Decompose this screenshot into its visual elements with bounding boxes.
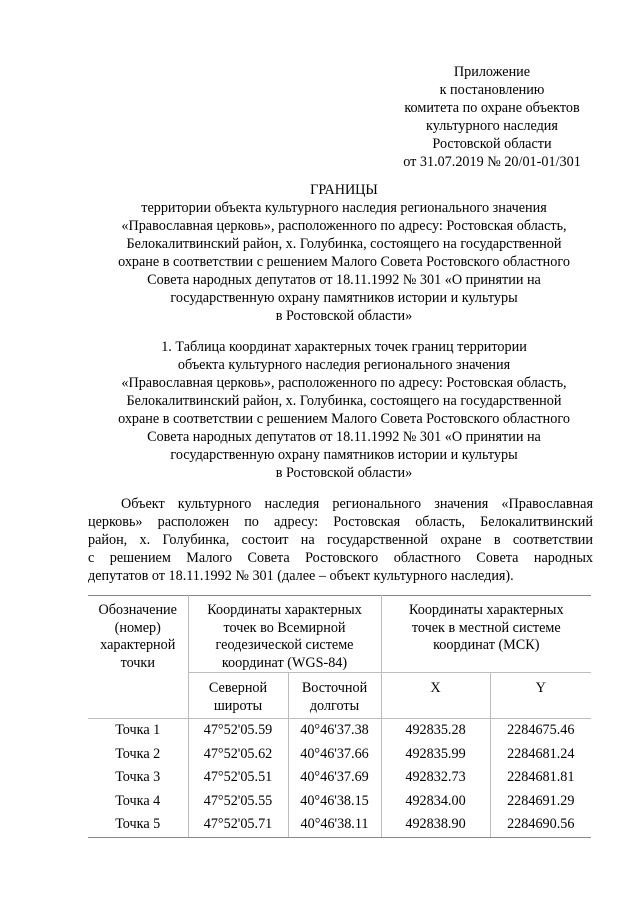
east-longitude: 40°46'38.15 — [288, 790, 381, 814]
title-line: «Православная церковь», расположенного по адресу: Ростовская область, — [121, 218, 567, 234]
coord-y: 2284675.46 — [490, 719, 591, 743]
north-latitude: 47°52'05.62 — [188, 743, 288, 767]
title-heading: ГРАНИЦЫ — [310, 182, 378, 198]
coord-x: 492834.00 — [381, 790, 490, 814]
caption-line: 1. Таблица координат характерных точек границ территории — [161, 339, 527, 355]
paragraph-line: депутатов от 18.11.1992 № 301 (далее – объект культурного наследия). — [88, 568, 514, 584]
caption-line: Белокалитвинский район, х. Голубинка, состоящего на государственной — [126, 393, 562, 409]
header-y: Y — [490, 673, 591, 719]
coord-x: 492838.90 — [381, 813, 490, 837]
coordinates-table — [88, 595, 591, 838]
table-row — [88, 766, 591, 790]
title-line: территории объекта культурного наследия регионального значения — [141, 200, 547, 216]
body-paragraph — [88, 495, 593, 585]
appendix-line: Приложение — [453, 64, 531, 80]
table-header-row — [88, 596, 591, 673]
paragraph-line: район, х. Голубинка, состоит на государственной охране в соответствии — [88, 532, 593, 548]
caption-line: в Ростовской области» — [275, 465, 413, 481]
header-x: X — [381, 673, 490, 719]
title-line: охране в соответствии с решением Малого Совета Ростовского областного — [118, 254, 570, 270]
coord-x: 492835.28 — [381, 719, 490, 743]
paragraph-line: Объект культурного наследия регионального значения «Православная — [121, 496, 593, 512]
appendix-line: к постановлению — [439, 82, 545, 98]
paragraph-line: церковь» расположен по адресу: Ростовская область, Белокалитвинский — [88, 514, 593, 530]
point-name: Точка 1 — [88, 719, 188, 743]
north-latitude: 47°52'05.59 — [188, 719, 288, 743]
title-line: Белокалитвинский район, х. Голубинка, состоящего на государственной — [126, 236, 562, 252]
east-longitude: 40°46'37.69 — [288, 766, 381, 790]
point-name: Точка 3 — [88, 766, 188, 790]
caption-line: «Православная церковь», расположенного по адресу: Ростовская область, — [121, 375, 567, 391]
east-longitude: 40°46'37.38 — [288, 719, 381, 743]
coord-y: 2284691.29 — [490, 790, 591, 814]
title-line: Совета народных депутатов от 18.11.1992 № 301 «О принятии на — [147, 272, 541, 288]
coord-y: 2284690.56 — [490, 813, 591, 837]
point-name: Точка 5 — [88, 813, 188, 837]
caption-line: объекта культурного наследия регионального значения — [177, 357, 511, 373]
header-msk-group: Координаты характерных точек в местной системе координат (МСК) — [381, 596, 591, 673]
title-line: государственную охрану памятников истории и культуры — [170, 290, 518, 306]
table-row — [88, 790, 591, 814]
header-east: Восточной долготы — [288, 673, 381, 719]
point-name: Точка 4 — [88, 790, 188, 814]
table-caption — [60, 338, 628, 482]
appendix-line: от 31.07.2019 № 20/01-01/301 — [403, 154, 581, 170]
north-latitude: 47°52'05.71 — [188, 813, 288, 837]
point-name: Точка 2 — [88, 743, 188, 767]
coord-x: 492832.73 — [381, 766, 490, 790]
coord-x: 492835.99 — [381, 743, 490, 767]
appendix-line: культурного наследия — [426, 118, 558, 134]
table-row — [88, 743, 591, 767]
caption-line: Совета народных депутатов от 18.11.1992 № 301 «О принятии на — [147, 429, 541, 445]
appendix-block — [380, 63, 604, 171]
caption-line: охране в соответствии с решением Малого Совета Ростовского областного — [118, 411, 570, 427]
north-latitude: 47°52'05.51 — [188, 766, 288, 790]
header-wgs-group: Координаты характерных точек во Всемирной геодезической системе координат (WGS-84) — [188, 596, 381, 673]
coord-y: 2284681.24 — [490, 743, 591, 767]
header-designation: Обозначение (номер) характерной точки — [88, 596, 188, 719]
document-title — [60, 181, 628, 325]
header-north: Северной широты — [188, 673, 288, 719]
east-longitude: 40°46'38.11 — [288, 813, 381, 837]
title-line: в Ростовской области» — [275, 308, 413, 324]
east-longitude: 40°46'37.66 — [288, 743, 381, 767]
caption-line: государственную охрану памятников истории и культуры — [170, 447, 518, 463]
table-row — [88, 719, 591, 743]
paragraph-line: с решением Малого Совета Ростовского областного Совета народных — [88, 550, 593, 566]
appendix-line: Ростовской области — [432, 136, 552, 152]
table-row — [88, 813, 591, 837]
appendix-line: комитета по охране объектов — [404, 100, 580, 116]
coord-y: 2284681.81 — [490, 766, 591, 790]
north-latitude: 47°52'05.55 — [188, 790, 288, 814]
